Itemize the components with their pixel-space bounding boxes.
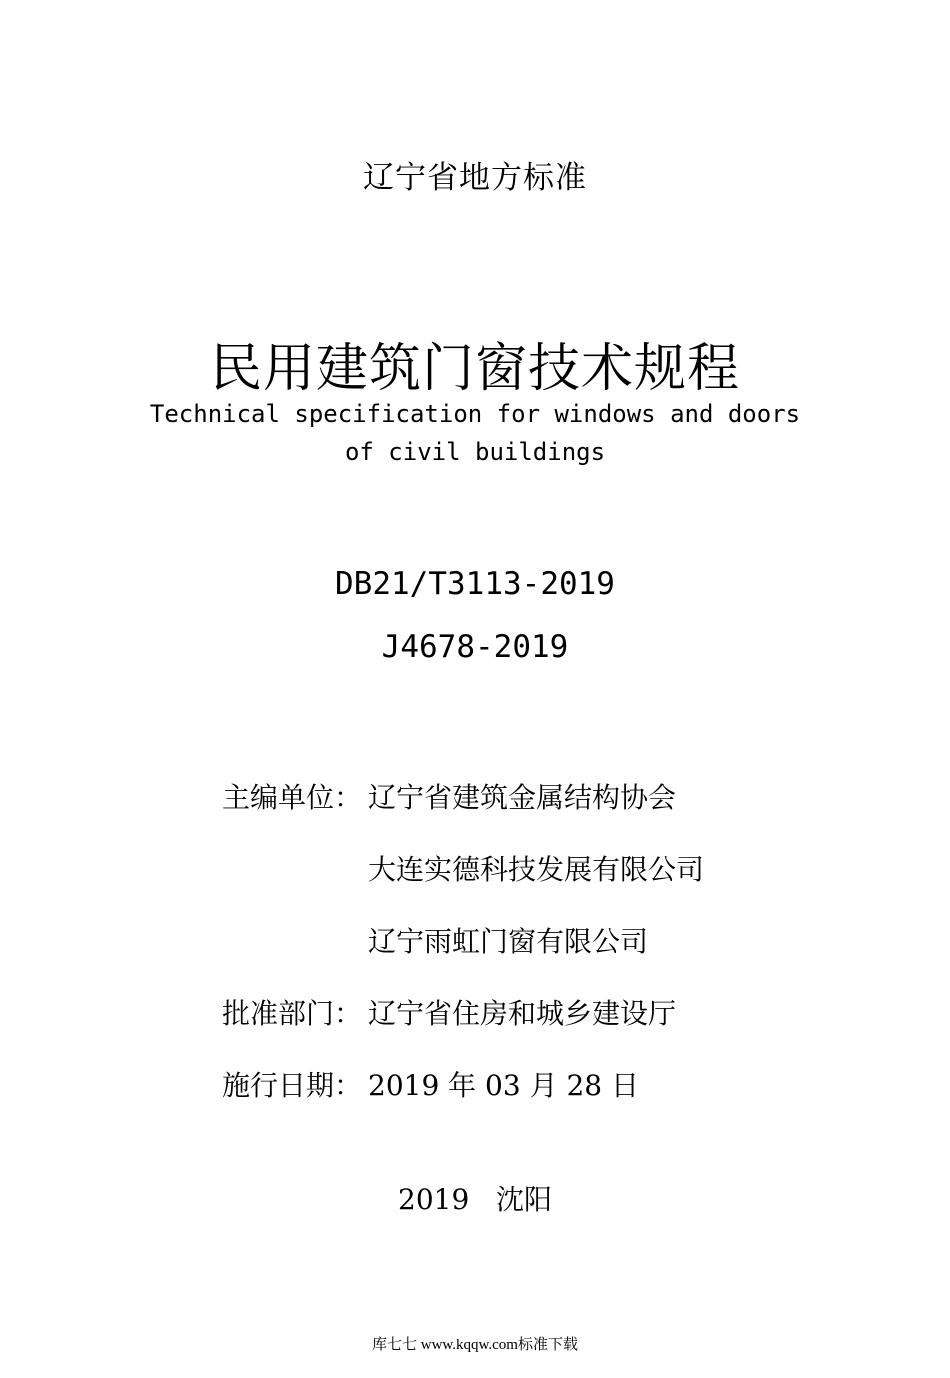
chief-editor-row: [222, 776, 676, 816]
chief-editor-1: 辽宁省建筑金属结构协会: [368, 781, 677, 814]
effective-date: 2019 年 03 月 28 日: [368, 1069, 640, 1102]
english-title-line-1: Technical specification for windows and doors: [149, 400, 801, 428]
publication-year: 2019: [398, 1183, 470, 1216]
approval-label: 批准部门：: [222, 997, 363, 1030]
effective-date-row: [222, 1064, 639, 1104]
english-title-line-2: of civil buildings: [344, 438, 606, 466]
standard-code: DB21/T3113-2019: [335, 566, 615, 602]
publication-line: [0, 1178, 950, 1218]
chief-editor-row-3: [222, 920, 648, 960]
publication-city: 沈阳: [495, 1183, 552, 1216]
effective-date-label: 施行日期：: [222, 1069, 363, 1102]
chief-editor-row-2: [222, 848, 704, 888]
document-title: 民用建筑门窗技术规程: [209, 339, 740, 399]
footer-watermark-note: 库七七 www.kqqw.com标准下载: [372, 1337, 578, 1353]
record-code: J4678-2019: [381, 629, 569, 665]
approval-department: 辽宁省住房和城乡建设厅: [368, 997, 677, 1030]
chief-editor-2: 大连实德科技发展有限公司: [368, 853, 705, 886]
approval-row: [222, 992, 676, 1032]
standard-category: 辽宁省地方标准: [363, 160, 587, 196]
chief-editor-label: 主编单位：: [222, 781, 363, 814]
chief-editor-3: 辽宁雨虹门窗有限公司: [368, 925, 649, 958]
